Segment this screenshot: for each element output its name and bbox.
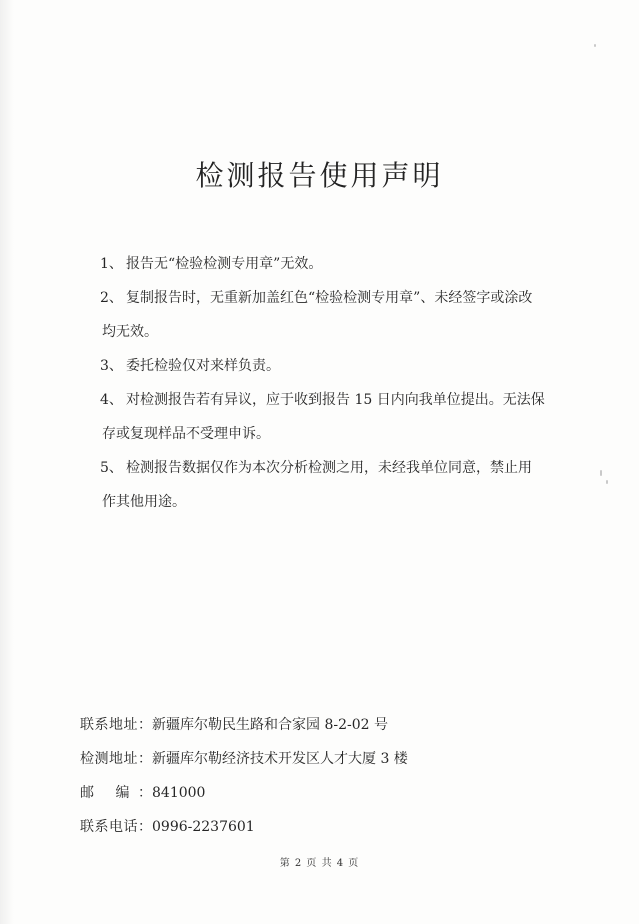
item-number: 3、 [100,358,123,374]
page-title: 检测报告使用声明 [195,159,444,192]
contact-address-label: 联系地址： [80,717,152,733]
statement-item-1 [100,247,590,281]
item-text: 报告无“检验检测专用章”无效。 [126,256,323,272]
scan-edge-shadow [0,0,14,924]
postcode-row [80,776,560,810]
statement-item-2 [100,281,590,349]
statement-list [100,247,590,519]
contact-info [80,708,560,844]
item-continuation: 均无效。 [102,324,158,340]
scan-speck [600,470,602,476]
phone-row [80,810,560,844]
contact-address-value: 新疆库尔勒民生路和合家园 8-2-02 号 [152,717,388,733]
item-continuation: 作其他用途。 [102,494,186,510]
item-text: 委托检验仅对来样负责。 [126,358,280,374]
statement-item-4 [100,383,590,451]
test-address-row [80,742,560,776]
test-address-label: 检测地址： [80,751,152,767]
item-continuation: 存或复现样品不受理申诉。 [102,426,270,442]
page-footer: 第 2 页 共 4 页 [279,858,360,869]
item-number: 5、 [100,460,123,476]
item-number: 1、 [100,256,123,272]
item-text: 对检测报告若有异议，应于收到报告 15 日内向我单位提出。无法保 [126,392,545,408]
statement-item-5 [100,451,590,519]
postcode-value: 841000 [152,785,206,801]
scan-speck [606,480,608,484]
item-text: 复制报告时，无重新加盖红色“检验检测专用章”、未经签字或涂改 [126,290,533,306]
contact-address-row [80,708,560,742]
item-number: 2、 [100,290,123,306]
statement-item-3 [100,349,590,383]
phone-value: 0996-2237601 [152,819,255,835]
phone-label: 联系电话： [80,819,152,835]
postcode-label: 邮 编： [80,785,152,801]
item-number: 4、 [100,392,123,408]
scan-speck [594,44,596,47]
item-text: 检测报告数据仅作为本次分析检测之用，未经我单位同意，禁止用 [126,460,532,476]
test-address-value: 新疆库尔勒经济技术开发区人才大厦 3 楼 [152,751,408,767]
